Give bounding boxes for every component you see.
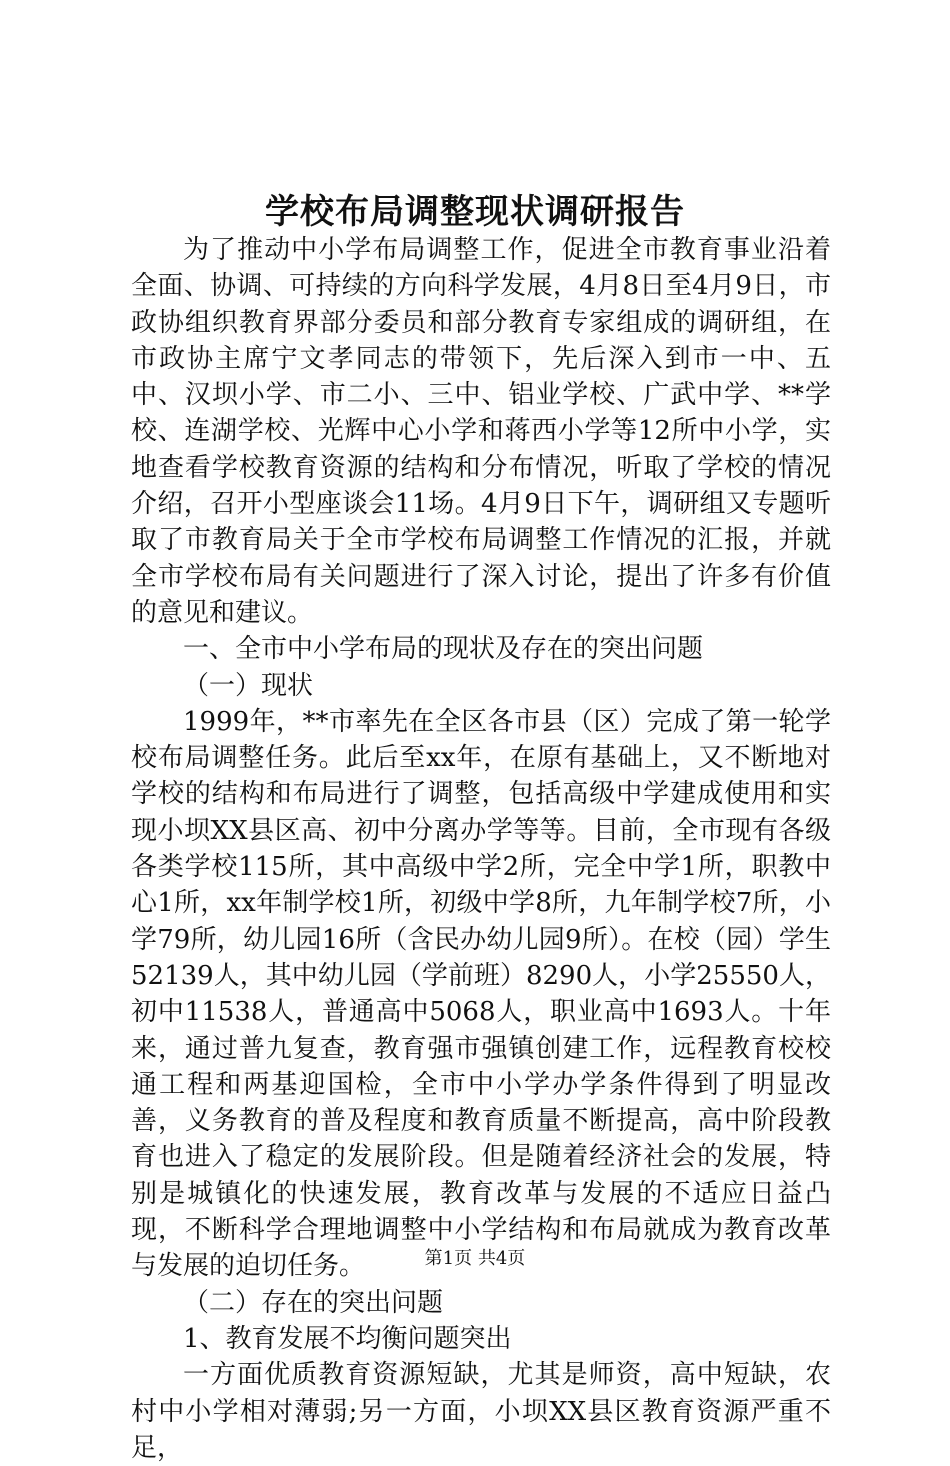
intro-paragraph: 为了推动中小学布局调整工作，促进全市教育事业沿着全面、协调、可持续的方向科学发展，4月8日至4月9日，市政协组织教育界部分委员和部分教育专家组成的调研组，在市政协主席宁文孝同志的带领下，先后深入到市一中、五中、汉坝小学、市二小、三中、铝业学校、广武中学、**学校、连湖学校、光辉中心小学和蒋西小学等12所中小学，实地查看学校教育资源的结构和分布情况，听取了学校的情况介绍，召开小型座谈会11场。4月9日下午，调研组又专题听取了市教育局关于全市学校布局调整工作情况的汇报，并就全市学校布局有关问题进行了深入讨论，提出了许多有价值的意见和建议。 <box>131 235 831 628</box>
document-title: 学校布局调整现状调研报告 <box>265 192 685 232</box>
problem-paragraph-1: 一方面优质教育资源短缺，尤其是师资，高中短缺，农村中小学相对薄弱;另一方面，小坝XX县区教育资源严重不足， <box>131 1360 831 1463</box>
document-body <box>131 232 831 1466</box>
subsection-heading-problems: （二）存在的突出问题 <box>183 1287 444 1318</box>
subsection-heading-status: （一）现状 <box>183 670 314 701</box>
status-paragraph: 1999年，**市率先在全区各市县（区）完成了第一轮学校布局调整任务。此后至xx年，在原有基础上，又不断地对学校的结构和布局进行了调整，包括高级中学建成使用和实现小坝XX县区高、初中分离办学等等。目前，全市现有各级各类学校115所，其中高级中学2所，完全中学1所，职教中心1所，xx年制学校1所，初级中学8所，九年制学校7所，小学79所，幼儿园16所（含民办幼儿园9所）。在校（园）学生52139人，其中幼儿园（学前班）8290人，小学25550人，初中11538人，普通高中5068人，职业高中1693人。十年来，通过普九复查，教育强市强镇创建工作，远程教育校校通工程和两基迎国检，全市中小学办学条件得到了明显改善，义务教育的普及程度和教育质量不断提高，高中阶段教育也进入了稳定的发展阶段。但是随着经济社会的发展，特别是城镇化的快速发展，教育改革与发展的不适应日益凸现，不断科学合理地调整中小学结构和布局就成为教育改革与发展的迫切任务。 <box>131 706 831 1282</box>
section-heading-1: 一、全市中小学布局的现状及存在的突出问题 <box>183 634 704 665</box>
problem-heading-1: 1、教育发展不均衡问题突出 <box>183 1323 512 1354</box>
page-number-footer: 第1页 共4页 <box>424 1248 526 1269</box>
